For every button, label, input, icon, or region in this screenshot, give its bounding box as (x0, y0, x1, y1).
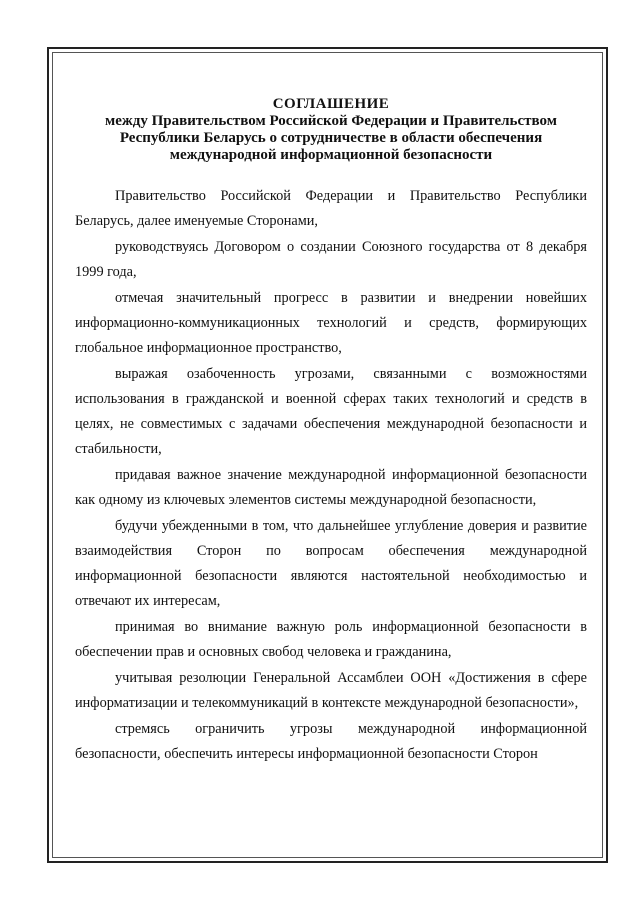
document-subtitle-line-3: международной информационной безопасности (169, 147, 493, 163)
document-title: СОГЛАШЕНИЕ (272, 96, 390, 112)
document-subtitle-line-2: Республики Беларусь о сотрудничестве в области обеспечения (119, 130, 543, 146)
document-subtitle-line-1: между Правительством Российской Федерации и Правительством (105, 113, 557, 129)
paragraph-concern: выражая озабоченность угрозами, связанными с возможностями использования в гражданской и военной сферах таких технологий и средств в целях, не совместимых с задачами обеспечения международной безопасности и стабильности, (75, 366, 587, 457)
paragraph-threats: стремясь ограничить угрозы международной информационной безопасности, обеспечить интересы информационной безопасности Сторон (75, 721, 587, 762)
paragraph-un-resolutions: учитывая резолюции Генеральной Ассамблеи ООН «Достижения в сфере информатизации и телекоммуникаций в контексте международной безопасности», (75, 670, 587, 711)
paragraph-progress: отмечая значительный прогресс в развитии и внедрении новейших информационно-коммуникационных технологий и средств, формирующих глобальное информационное пространство, (75, 290, 587, 356)
paragraph-treaty: руководствуясь Договором о создании Союзного государства от 8 декабря 1999 года, (75, 239, 587, 280)
paragraph-human-rights: принимая во внимание важную роль информационной безопасности в обеспечении прав и основных свобод человека и гражданина, (75, 619, 587, 660)
document-body (75, 96, 587, 768)
paragraph-importance: придавая важное значение международной информационной безопасности как одному из ключевых элементов системы международной безопасности, (75, 467, 587, 508)
paragraph-parties: Правительство Российской Федерации и Правительство Республики Беларусь, далее именуемые Сторонами, (75, 188, 587, 229)
paragraph-conviction: будучи убежденными в том, что дальнейшее углубление доверия и развитие взаимодействия Сторон по вопросам обеспечения международной информационной безопасности являются настоятельной необходимостью и отвечают их интересам, (75, 518, 587, 609)
